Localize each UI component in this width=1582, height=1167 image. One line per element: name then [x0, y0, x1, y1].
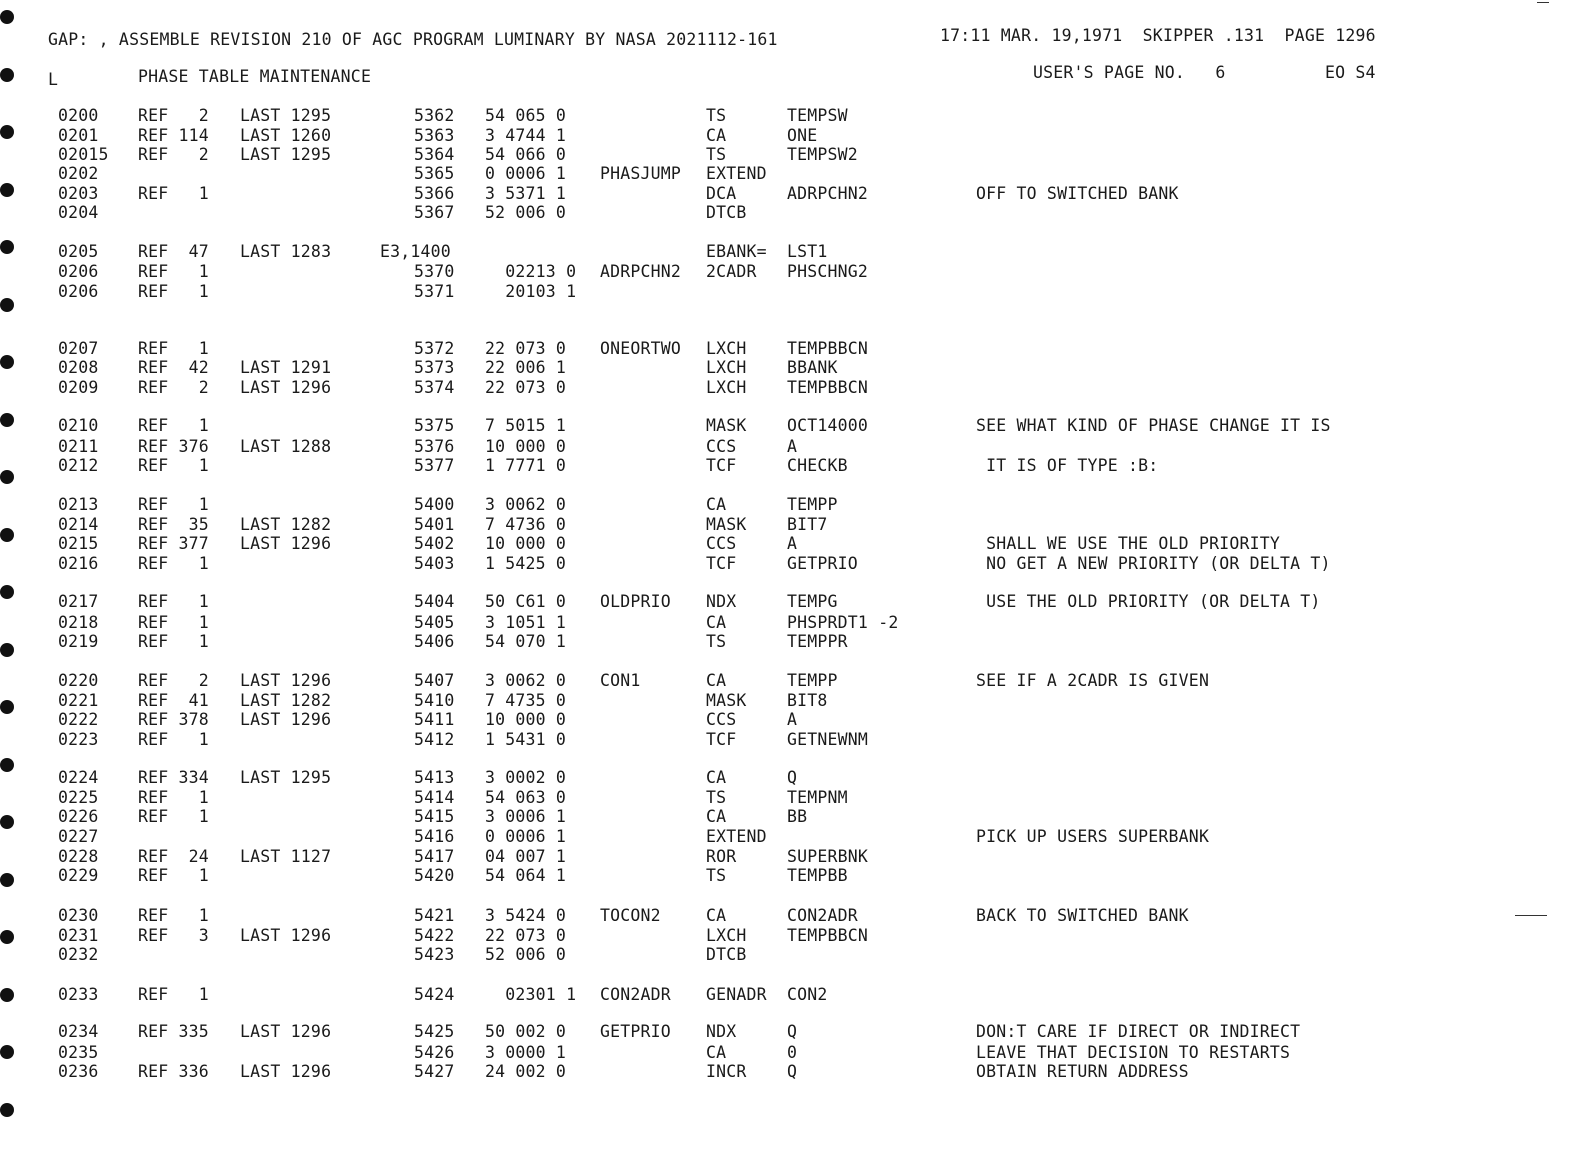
line-number: 0218 [58, 613, 99, 632]
address: 5374 [414, 378, 455, 397]
last-ref: LAST 1283 [240, 242, 332, 261]
operand: CON2ADR [787, 906, 858, 925]
line-number: 0216 [58, 554, 99, 573]
opcode: 2CADR [706, 262, 757, 281]
operand: GETPRIO [787, 554, 858, 573]
opcode: TS [706, 866, 727, 885]
operand: A [787, 437, 798, 456]
ref-count: REF 1 [138, 495, 209, 514]
address: 5410 [414, 691, 455, 710]
line-number: 0219 [58, 632, 99, 651]
operand: ONE [787, 126, 818, 145]
opcode: DTCB [706, 203, 747, 222]
object-code: 54 066 0 [485, 145, 567, 164]
last-ref: LAST 1282 [240, 691, 332, 710]
section-title: PHASE TABLE MAINTENANCE [138, 67, 372, 86]
opcode: CA [706, 495, 727, 514]
address: 5413 [414, 768, 455, 787]
header-title: GAP: , ASSEMBLE REVISION 210 OF AGC PROGRAM LUMINARY BY NASA 2021112-161 [48, 30, 778, 49]
opcode: TS [706, 145, 727, 164]
punch-hole [0, 815, 14, 829]
address: 5421 [414, 906, 455, 925]
operand: GETNEWNM [787, 730, 869, 749]
operand: 0 [787, 1043, 798, 1062]
operand: TEMPBBCN [787, 378, 869, 397]
opcode: INCR [706, 1062, 747, 1081]
opcode: DTCB [706, 945, 747, 964]
ref-count: REF 35 [138, 515, 209, 534]
eo-code: EO S4 [1325, 63, 1376, 82]
label: ONEORTWO [600, 339, 682, 358]
last-ref: LAST 1295 [240, 768, 332, 787]
ref-count: REF 1 [138, 592, 209, 611]
object-code: 3 0062 0 [485, 671, 567, 690]
operand: TEMPNM [787, 788, 848, 807]
object-code: 22 073 0 [485, 339, 567, 358]
last-ref: LAST 1296 [240, 926, 332, 945]
line-number: 0200 [58, 106, 99, 125]
address: 5376 [414, 437, 455, 456]
object-code: 0 0006 1 [485, 827, 567, 846]
object-code: 3 1051 1 [485, 613, 567, 632]
operand: A [787, 710, 798, 729]
line-number: 0233 [58, 985, 99, 1004]
operand: TEMPPR [787, 632, 848, 651]
comment: OFF TO SWITCHED BANK [976, 184, 1179, 203]
ref-count: REF 1 [138, 282, 209, 301]
address: 5425 [414, 1022, 455, 1041]
last-ref: LAST 1296 [240, 378, 332, 397]
object-code: 0 0006 1 [485, 164, 567, 183]
object-code: 52 006 0 [485, 945, 567, 964]
punch-hole [0, 1045, 14, 1059]
label: CON2ADR [600, 985, 671, 1004]
comment: OBTAIN RETURN ADDRESS [976, 1062, 1189, 1081]
address: 5420 [414, 866, 455, 885]
line-number: 0209 [58, 378, 99, 397]
scan-mark [1537, 2, 1549, 3]
punch-hole [0, 355, 14, 369]
ref-count: REF 334 [138, 768, 209, 787]
punch-hole [0, 183, 14, 197]
operand: PHSPRDT1 -2 [787, 613, 899, 632]
line-number: 0208 [58, 358, 99, 377]
punch-hole [0, 758, 14, 772]
opcode: CA [706, 906, 727, 925]
line-number: 0225 [58, 788, 99, 807]
opcode: TS [706, 106, 727, 125]
last-ref: LAST 1295 [240, 106, 332, 125]
address: 5417 [414, 847, 455, 866]
address: 5416 [414, 827, 455, 846]
line-number: 0215 [58, 534, 99, 553]
operand: TEMPP [787, 671, 838, 690]
address: 5415 [414, 807, 455, 826]
opcode: TS [706, 788, 727, 807]
ref-count: REF 1 [138, 456, 209, 475]
opcode: LXCH [706, 358, 747, 377]
object-code: 10 000 0 [485, 437, 567, 456]
opcode: TCF [706, 456, 737, 475]
object-code: 3 0062 0 [485, 495, 567, 514]
object-code: 50 C61 0 [485, 592, 567, 611]
opcode: CA [706, 613, 727, 632]
opcode: CCS [706, 437, 737, 456]
object-code: 02301 1 [485, 985, 577, 1004]
punch-hole [0, 700, 14, 714]
label: PHASJUMP [600, 164, 682, 183]
comment: PICK UP USERS SUPERBANK [976, 827, 1210, 846]
address: 5401 [414, 515, 455, 534]
address: 5365 [414, 164, 455, 183]
punch-hole [0, 585, 14, 599]
last-ref: LAST 1296 [240, 534, 332, 553]
opcode: EXTEND [706, 164, 767, 183]
line-number: 0236 [58, 1062, 99, 1081]
ref-count: REF 114 [138, 126, 209, 145]
punch-hole [0, 298, 14, 312]
operand: ADRPCHN2 [787, 184, 869, 203]
operand: Q [787, 768, 798, 787]
line-number: 0211 [58, 437, 99, 456]
punch-hole [0, 68, 14, 82]
opcode: LXCH [706, 926, 747, 945]
ref-count: REF 42 [138, 358, 209, 377]
address: 5364 [414, 145, 455, 164]
opcode: TCF [706, 730, 737, 749]
opcode: LXCH [706, 339, 747, 358]
operand: TEMPSW [787, 106, 848, 125]
opcode: DCA [706, 184, 737, 203]
address: 5403 [414, 554, 455, 573]
last-ref: LAST 1296 [240, 1062, 332, 1081]
line-number: 0201 [58, 126, 99, 145]
line-number: 0234 [58, 1022, 99, 1041]
object-code: 20103 1 [485, 282, 577, 301]
comment: LEAVE THAT DECISION TO RESTARTS [976, 1043, 1291, 1062]
ref-count: REF 1 [138, 416, 209, 435]
object-code: 54 065 0 [485, 106, 567, 125]
last-ref: LAST 1296 [240, 671, 332, 690]
line-number: 0207 [58, 339, 99, 358]
ref-count: REF 376 [138, 437, 209, 456]
address: 5371 [414, 282, 455, 301]
line-number: 0228 [58, 847, 99, 866]
line-number: 0210 [58, 416, 99, 435]
line-number: 0221 [58, 691, 99, 710]
header-mark: L [48, 70, 59, 89]
address: 5414 [414, 788, 455, 807]
operand: BB [787, 807, 808, 826]
punch-hole [0, 873, 14, 887]
ref-count: REF 1 [138, 730, 209, 749]
ref-count: REF 1 [138, 339, 209, 358]
address: 5367 [414, 203, 455, 222]
object-code: 3 0000 1 [485, 1043, 567, 1062]
object-code: 3 0006 1 [485, 807, 567, 826]
comment: USE THE OLD PRIORITY (OR DELTA T) [976, 592, 1321, 611]
line-number: 0205 [58, 242, 99, 261]
object-code: 7 4735 0 [485, 691, 567, 710]
object-code: 3 0002 0 [485, 768, 567, 787]
punch-hole [0, 643, 14, 657]
ref-count: REF 1 [138, 262, 209, 281]
line-number: 0214 [58, 515, 99, 534]
comment: NO GET A NEW PRIORITY (OR DELTA T) [976, 554, 1331, 573]
address: E3,1400 [380, 242, 451, 261]
operand: TEMPBBCN [787, 339, 869, 358]
punch-hole [0, 1103, 14, 1117]
address: 5424 [414, 985, 455, 1004]
ref-count: REF 1 [138, 788, 209, 807]
operand: TEMPBB [787, 866, 848, 885]
object-code: 10 000 0 [485, 534, 567, 553]
punch-hole [0, 240, 14, 254]
address: 5427 [414, 1062, 455, 1081]
address: 5366 [414, 184, 455, 203]
ref-count: REF 24 [138, 847, 209, 866]
line-number: 0220 [58, 671, 99, 690]
line-number: 0223 [58, 730, 99, 749]
operand: CHECKB [787, 456, 848, 475]
opcode: CCS [706, 710, 737, 729]
opcode: CA [706, 671, 727, 690]
address: 5406 [414, 632, 455, 651]
comment: DON:T CARE IF DIRECT OR INDIRECT [976, 1022, 1301, 1041]
label: TOCON2 [600, 906, 661, 925]
opcode: NDX [706, 1022, 737, 1041]
operand: LST1 [787, 242, 828, 261]
operand: TEMPP [787, 495, 838, 514]
opcode: LXCH [706, 378, 747, 397]
opcode: CA [706, 807, 727, 826]
opcode: TS [706, 632, 727, 651]
operand: Q [787, 1022, 798, 1041]
ref-count: REF 1 [138, 906, 209, 925]
line-number: 0226 [58, 807, 99, 826]
address: 5377 [414, 456, 455, 475]
object-code: 7 4736 0 [485, 515, 567, 534]
object-code: 22 073 0 [485, 926, 567, 945]
comment: BACK TO SWITCHED BANK [976, 906, 1189, 925]
ref-count: REF 1 [138, 184, 209, 203]
line-number: 0222 [58, 710, 99, 729]
last-ref: LAST 1282 [240, 515, 332, 534]
object-code: 50 002 0 [485, 1022, 567, 1041]
punch-hole [0, 988, 14, 1002]
opcode: NDX [706, 592, 737, 611]
address: 5426 [414, 1043, 455, 1062]
opcode: CA [706, 768, 727, 787]
object-code: 1 5425 0 [485, 554, 567, 573]
ref-count: REF 1 [138, 866, 209, 885]
label: OLDPRIO [600, 592, 671, 611]
opcode: TCF [706, 554, 737, 573]
address: 5404 [414, 592, 455, 611]
last-ref: LAST 1296 [240, 710, 332, 729]
address: 5405 [414, 613, 455, 632]
opcode: MASK [706, 691, 747, 710]
ref-count: REF 1 [138, 554, 209, 573]
line-number: 0224 [58, 768, 99, 787]
address: 5402 [414, 534, 455, 553]
line-number: 0235 [58, 1043, 99, 1062]
object-code: 24 002 0 [485, 1062, 567, 1081]
opcode: EXTEND [706, 827, 767, 846]
last-ref: LAST 1296 [240, 1022, 332, 1041]
address: 5372 [414, 339, 455, 358]
ref-count: REF 377 [138, 534, 209, 553]
line-number: 02015 [58, 145, 109, 164]
last-ref: LAST 1295 [240, 145, 332, 164]
object-code: 52 006 0 [485, 203, 567, 222]
operand: BIT8 [787, 691, 828, 710]
address: 5412 [414, 730, 455, 749]
address: 5370 [414, 262, 455, 281]
operand: SUPERBNK [787, 847, 869, 866]
operand: TEMPSW2 [787, 145, 858, 164]
opcode: CA [706, 126, 727, 145]
address: 5400 [414, 495, 455, 514]
comment: SHALL WE USE THE OLD PRIORITY [976, 534, 1281, 553]
opcode: EBANK= [706, 242, 767, 261]
punch-hole [0, 10, 14, 24]
punch-hole [0, 528, 14, 542]
address: 5373 [414, 358, 455, 377]
address: 5362 [414, 106, 455, 125]
line-number: 0212 [58, 456, 99, 475]
ref-count: REF 1 [138, 632, 209, 651]
operand: A [787, 534, 798, 553]
line-number: 0206 [58, 262, 99, 281]
label: GETPRIO [600, 1022, 671, 1041]
last-ref: LAST 1127 [240, 847, 332, 866]
last-ref: LAST 1291 [240, 358, 332, 377]
object-code: 22 006 1 [485, 358, 567, 377]
ref-count: REF 2 [138, 145, 209, 164]
opcode: MASK [706, 515, 747, 534]
line-number: 0206 [58, 282, 99, 301]
ref-count: REF 41 [138, 691, 209, 710]
object-code: 1 7771 0 [485, 456, 567, 475]
object-code: 10 000 0 [485, 710, 567, 729]
opcode: CA [706, 1043, 727, 1062]
ref-count: REF 1 [138, 807, 209, 826]
ref-count: REF 2 [138, 671, 209, 690]
operand: TEMPBBCN [787, 926, 869, 945]
opcode: MASK [706, 416, 747, 435]
line-number: 0227 [58, 827, 99, 846]
object-code: 54 064 1 [485, 866, 567, 885]
label: CON1 [600, 671, 641, 690]
line-number: 0213 [58, 495, 99, 514]
ref-count: REF 2 [138, 378, 209, 397]
object-code: 7 5015 1 [485, 416, 567, 435]
line-number: 0217 [58, 592, 99, 611]
punch-hole [0, 125, 14, 139]
operand: TEMPG [787, 592, 838, 611]
comment: IT IS OF TYPE :B: [976, 456, 1159, 475]
scan-mark [1515, 915, 1547, 916]
line-number: 0232 [58, 945, 99, 964]
punch-hole [0, 930, 14, 944]
address: 5422 [414, 926, 455, 945]
ref-count: REF 1 [138, 613, 209, 632]
address: 5363 [414, 126, 455, 145]
object-code: 04 007 1 [485, 847, 567, 866]
object-code: 3 4744 1 [485, 126, 567, 145]
last-ref: LAST 1260 [240, 126, 332, 145]
ref-count: REF 336 [138, 1062, 209, 1081]
object-code: 1 5431 0 [485, 730, 567, 749]
address: 5375 [414, 416, 455, 435]
header-timestamp: 17:11 MAR. 19,1971 SKIPPER .131 PAGE 1296 [940, 26, 1376, 45]
ref-count: REF 1 [138, 985, 209, 1004]
ref-count: REF 378 [138, 710, 209, 729]
punch-hole [0, 413, 14, 427]
operand: Q [787, 1062, 798, 1081]
object-code: 54 063 0 [485, 788, 567, 807]
object-code: 54 070 1 [485, 632, 567, 651]
operand: OCT14000 [787, 416, 869, 435]
line-number: 0202 [58, 164, 99, 183]
ref-count: REF 47 [138, 242, 209, 261]
line-number: 0203 [58, 184, 99, 203]
address: 5423 [414, 945, 455, 964]
operand: CON2 [787, 985, 828, 1004]
object-code: 02213 0 [485, 262, 577, 281]
line-number: 0204 [58, 203, 99, 222]
ref-count: REF 3 [138, 926, 209, 945]
line-number: 0230 [58, 906, 99, 925]
operand: BIT7 [787, 515, 828, 534]
object-code: 3 5424 0 [485, 906, 567, 925]
punch-hole [0, 470, 14, 484]
operand: BBANK [787, 358, 838, 377]
comment: SEE IF A 2CADR IS GIVEN [976, 671, 1210, 690]
ref-count: REF 335 [138, 1022, 209, 1041]
label: ADRPCHN2 [600, 262, 682, 281]
address: 5411 [414, 710, 455, 729]
last-ref: LAST 1288 [240, 437, 332, 456]
line-number: 0229 [58, 866, 99, 885]
comment: SEE WHAT KIND OF PHASE CHANGE IT IS [976, 416, 1331, 435]
opcode: GENADR [706, 985, 767, 1004]
object-code: 3 5371 1 [485, 184, 567, 203]
object-code: 22 073 0 [485, 378, 567, 397]
line-number: 0231 [58, 926, 99, 945]
address: 5407 [414, 671, 455, 690]
users-page-number: USER'S PAGE NO. 6 [1033, 63, 1226, 82]
ref-count: REF 2 [138, 106, 209, 125]
opcode: CCS [706, 534, 737, 553]
opcode: ROR [706, 847, 737, 866]
operand: PHSCHNG2 [787, 262, 869, 281]
